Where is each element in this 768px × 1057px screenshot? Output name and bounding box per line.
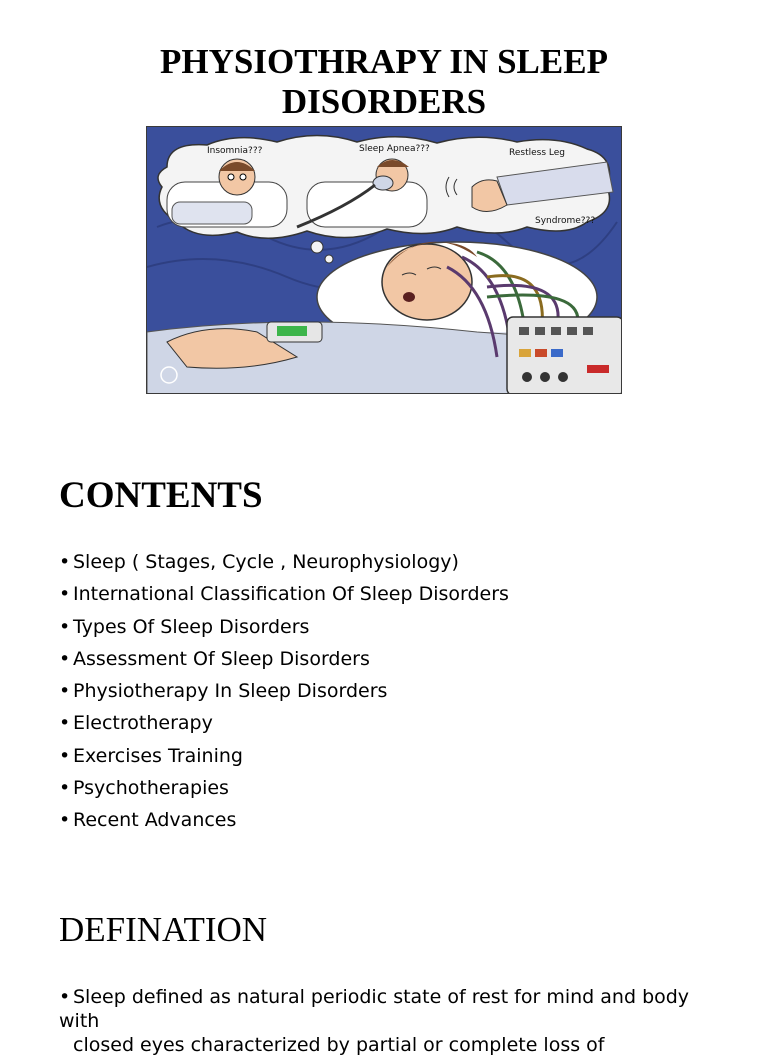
paragraph-line-2: closed eyes characterized by partial or complete loss of [73,1034,605,1056]
sleep-study-cartoon [146,126,622,394]
bullet-marker: • [59,986,71,1008]
contents-list [59,546,509,837]
title-slide [0,0,768,410]
definition-slide [0,865,768,1056]
list-item: • International Classification Of Sleep Disorders [59,578,509,610]
slide-title-line-2: DISORDERS [281,82,487,121]
eeg-machine [507,317,622,394]
list-item: • Assessment Of Sleep Disorders [59,643,509,675]
paragraph-line-1: Sleep defined as natural periodic state of rest for mind and body with [59,986,690,1032]
list-item: • Electrotherapy [59,707,509,739]
list-item: • Psychotherapies [59,772,509,804]
list-item: • Exercises Training [59,740,509,772]
bubble-syndrome: Syndrome??? [535,216,596,226]
definition-paragraph [59,985,719,1057]
bubble-insomnia: Insomnia??? [207,146,263,156]
list-item: • Types Of Sleep Disorders [59,611,509,643]
slide-title [0,42,768,122]
contents-slide [0,410,768,865]
list-item: • Recent Advances [59,804,509,836]
slide-title-line-1: PHYSIOTHRAPY IN SLEEP [160,42,608,81]
bubble-restless-leg: Restless Leg [509,148,565,158]
bubble-apnea: Sleep Apnea??? [359,144,430,154]
definition-heading: DEFINATION [59,910,268,949]
list-item: • Physiotherapy In Sleep Disorders [59,675,509,707]
contents-heading: CONTENTS [59,475,263,516]
list-item: • Sleep ( Stages, Cycle , Neurophysiology) [59,546,509,578]
